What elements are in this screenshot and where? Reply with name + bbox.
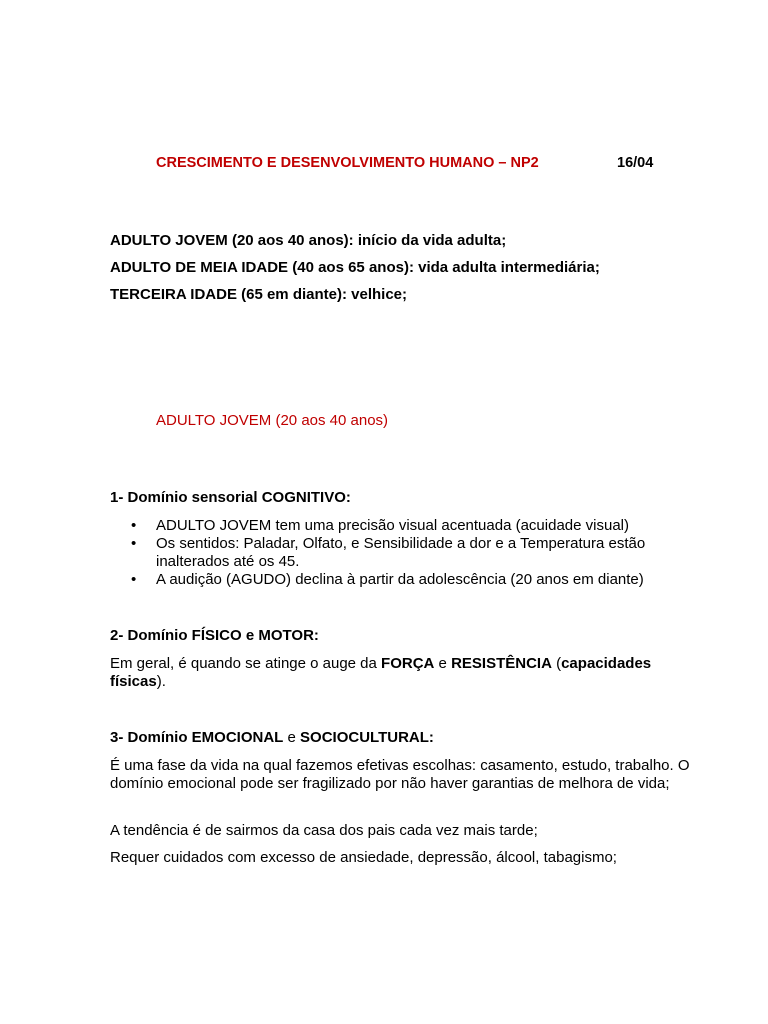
text-run: e [283, 729, 301, 746]
list-item [110, 517, 680, 535]
text-run-bold: SOCIOCULTURAL: [300, 729, 434, 746]
bullet-icon: • [131, 571, 137, 588]
text-run: ( [551, 655, 562, 672]
stage-third-age: TERCEIRA IDADE (65 em diante): velhice; [110, 286, 408, 303]
text-run-bold: 3- Domínio EMOCIONAL [110, 729, 284, 746]
bullet-icon: • [131, 535, 137, 552]
domain1-heading: 1- Domínio sensorial COGNITIVO: [110, 489, 351, 506]
stage-young-adult: ADULTO JOVEM (20 aos 40 anos): início da vida adulta; [110, 232, 507, 249]
text-run: Em geral, é quando se atinge o auge da [110, 655, 382, 672]
text-run: e [434, 655, 452, 672]
document-header [156, 154, 676, 174]
document-date: 16/04 [617, 155, 654, 171]
stage-middle-age: ADULTO DE MEIA IDADE (40 aos 65 anos): vida adulta intermediária; [110, 259, 600, 276]
domain3-heading [110, 729, 434, 747]
section-title: ADULTO JOVEM (20 aos 40 anos) [156, 412, 389, 429]
bullet-text: Os sentidos: Paladar, Olfato, e Sensibilidade a dor e a Temperatura estão inalterados até os 45. [156, 535, 646, 570]
domain3-paragraph-3: Requer cuidados com excesso de ansiedade, depressão, álcool, tabagismo; [110, 849, 617, 866]
text-run-bold: capacidades físicas [110, 655, 652, 690]
document-title: CRESCIMENTO E DESENVOLVIMENTO HUMANO – NP2 [156, 155, 539, 171]
bullet-text: ADULTO JOVEM tem uma precisão visual acentuada (acuidade visual) [156, 517, 629, 534]
bullet-text: A audição (AGUDO) declina à partir da adolescência (20 anos em diante) [156, 571, 644, 588]
domain2-heading: 2- Domínio FÍSICO e MOTOR: [110, 627, 319, 644]
list-item [110, 535, 681, 571]
text-run: ). [156, 673, 166, 690]
text-run-bold: RESISTÊNCIA [451, 655, 552, 672]
bullet-icon: • [131, 517, 137, 534]
domain1-bullet-list [110, 517, 680, 589]
domain3-paragraph-2: A tendência é de sairmos da casa dos pais cada vez mais tarde; [110, 822, 538, 839]
text-run-bold: FORÇA [381, 655, 435, 672]
domain3-paragraph-1: É uma fase da vida na qual fazemos efetivas escolhas: casamento, estudo, trabalho. O domínio emocional pode ser fragilizado por não haver garantias de melhora de vida; [110, 757, 690, 792]
list-item [110, 571, 680, 589]
domain2-paragraph [110, 655, 680, 691]
